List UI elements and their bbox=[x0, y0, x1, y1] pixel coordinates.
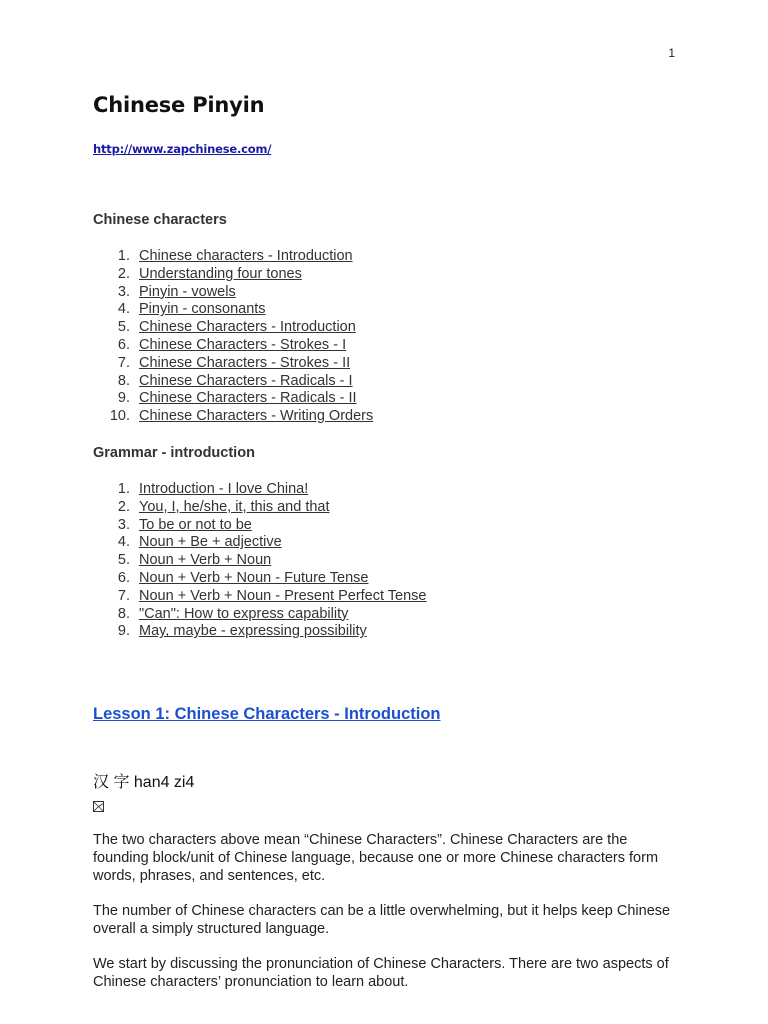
list-item bbox=[93, 301, 373, 319]
list-item bbox=[93, 408, 373, 426]
list-item bbox=[93, 499, 427, 517]
characters-link[interactable]: Pinyin - consonants bbox=[139, 301, 266, 318]
item-number: 9. bbox=[117, 623, 130, 640]
grammar-link[interactable]: Noun + Verb + Noun - Present Perfect Tense bbox=[139, 587, 427, 604]
characters-link[interactable]: Chinese Characters - Introduction bbox=[139, 319, 356, 336]
item-number: 6. bbox=[117, 569, 130, 586]
lesson-heading[interactable]: Lesson 1: Chinese Characters - Introduction bbox=[93, 705, 441, 723]
item-number: 1. bbox=[117, 481, 130, 497]
item-number: 7. bbox=[117, 354, 130, 371]
list-item bbox=[93, 390, 373, 408]
item-number: 4. bbox=[117, 301, 130, 318]
item-number: 3. bbox=[117, 283, 130, 300]
grammar-heading: Grammar - introduction bbox=[93, 445, 255, 461]
grammar-link[interactable]: Introduction - I love China! bbox=[139, 481, 309, 497]
list-item bbox=[93, 337, 373, 355]
characters-link[interactable]: Chinese Characters - Radicals - II bbox=[139, 390, 357, 407]
list-item bbox=[93, 623, 427, 641]
list-item bbox=[93, 355, 373, 373]
grammar-list bbox=[93, 481, 427, 641]
characters-list bbox=[93, 248, 373, 426]
grammar-link[interactable]: You, I, he/she, it, this and that bbox=[139, 498, 330, 515]
characters-link[interactable]: Chinese Characters - Writing Orders bbox=[139, 408, 374, 425]
grammar-link[interactable]: Noun + Verb + Noun bbox=[139, 552, 272, 569]
list-item bbox=[93, 588, 427, 606]
item-number: 7. bbox=[117, 587, 130, 604]
item-number: 9. bbox=[117, 390, 130, 407]
grammar-link[interactable]: "Can": How to express capability bbox=[139, 605, 349, 622]
list-item bbox=[93, 570, 427, 588]
list-item bbox=[93, 481, 427, 499]
list-item bbox=[93, 606, 427, 624]
item-number: 8. bbox=[117, 372, 130, 389]
paragraph: The two characters above mean “Chinese Characters”. Chinese Characters are the founding block/unit of Chinese language, because one or more Chinese characters form words, phrases, and sentences, etc. bbox=[93, 832, 659, 884]
broken-image-icon bbox=[93, 799, 104, 810]
list-item bbox=[93, 284, 373, 302]
list-item bbox=[93, 534, 427, 552]
characters-link[interactable]: Chinese Characters - Radicals - I bbox=[139, 372, 353, 389]
characters-heading: Chinese characters bbox=[93, 212, 227, 228]
item-number: 10. bbox=[109, 408, 130, 425]
characters-link[interactable]: Chinese Characters - Strokes - I bbox=[139, 336, 347, 353]
item-number: 1. bbox=[117, 248, 130, 264]
item-number: 3. bbox=[117, 516, 130, 533]
paragraph: We start by discussing the pronunciation of Chinese Characters. There are two aspects of Chinese characters’ pronunciation to learn about. bbox=[93, 956, 669, 990]
item-number: 8. bbox=[117, 605, 130, 622]
page-number: 1 bbox=[668, 46, 675, 60]
paragraph: The number of Chinese characters can be a little overwhelming, but it helps keep Chinese overall a simply structured language. bbox=[93, 903, 671, 937]
grammar-link[interactable]: To be or not to be bbox=[139, 516, 252, 533]
list-item bbox=[93, 517, 427, 535]
list-item bbox=[93, 266, 373, 284]
characters-link[interactable]: Chinese Characters - Strokes - II bbox=[139, 354, 351, 371]
characters-link[interactable]: Chinese characters - Introduction bbox=[139, 248, 353, 264]
item-number: 4. bbox=[117, 534, 130, 551]
list-item bbox=[93, 373, 373, 391]
grammar-link[interactable]: Noun + Be + adjective bbox=[139, 534, 282, 551]
characters-link[interactable]: Understanding four tones bbox=[139, 265, 302, 282]
item-number: 5. bbox=[117, 552, 130, 569]
list-item bbox=[93, 319, 373, 337]
characters-link[interactable]: Pinyin - vowels bbox=[139, 283, 236, 300]
item-number: 2. bbox=[117, 498, 130, 515]
page-title: Chinese Pinyin bbox=[93, 93, 265, 117]
list-item bbox=[93, 248, 373, 266]
item-number: 5. bbox=[117, 319, 130, 336]
item-number: 6. bbox=[117, 336, 130, 353]
grammar-link[interactable]: May, maybe - expressing possibility bbox=[139, 623, 367, 640]
item-number: 2. bbox=[117, 265, 130, 282]
grammar-link[interactable]: Noun + Verb + Noun - Future Tense bbox=[139, 569, 369, 586]
site-link[interactable]: http://www.zapchinese.com/ bbox=[93, 142, 272, 156]
hanzi-pinyin: 汉 字 han4 zi4 bbox=[93, 774, 195, 791]
list-item bbox=[93, 552, 427, 570]
